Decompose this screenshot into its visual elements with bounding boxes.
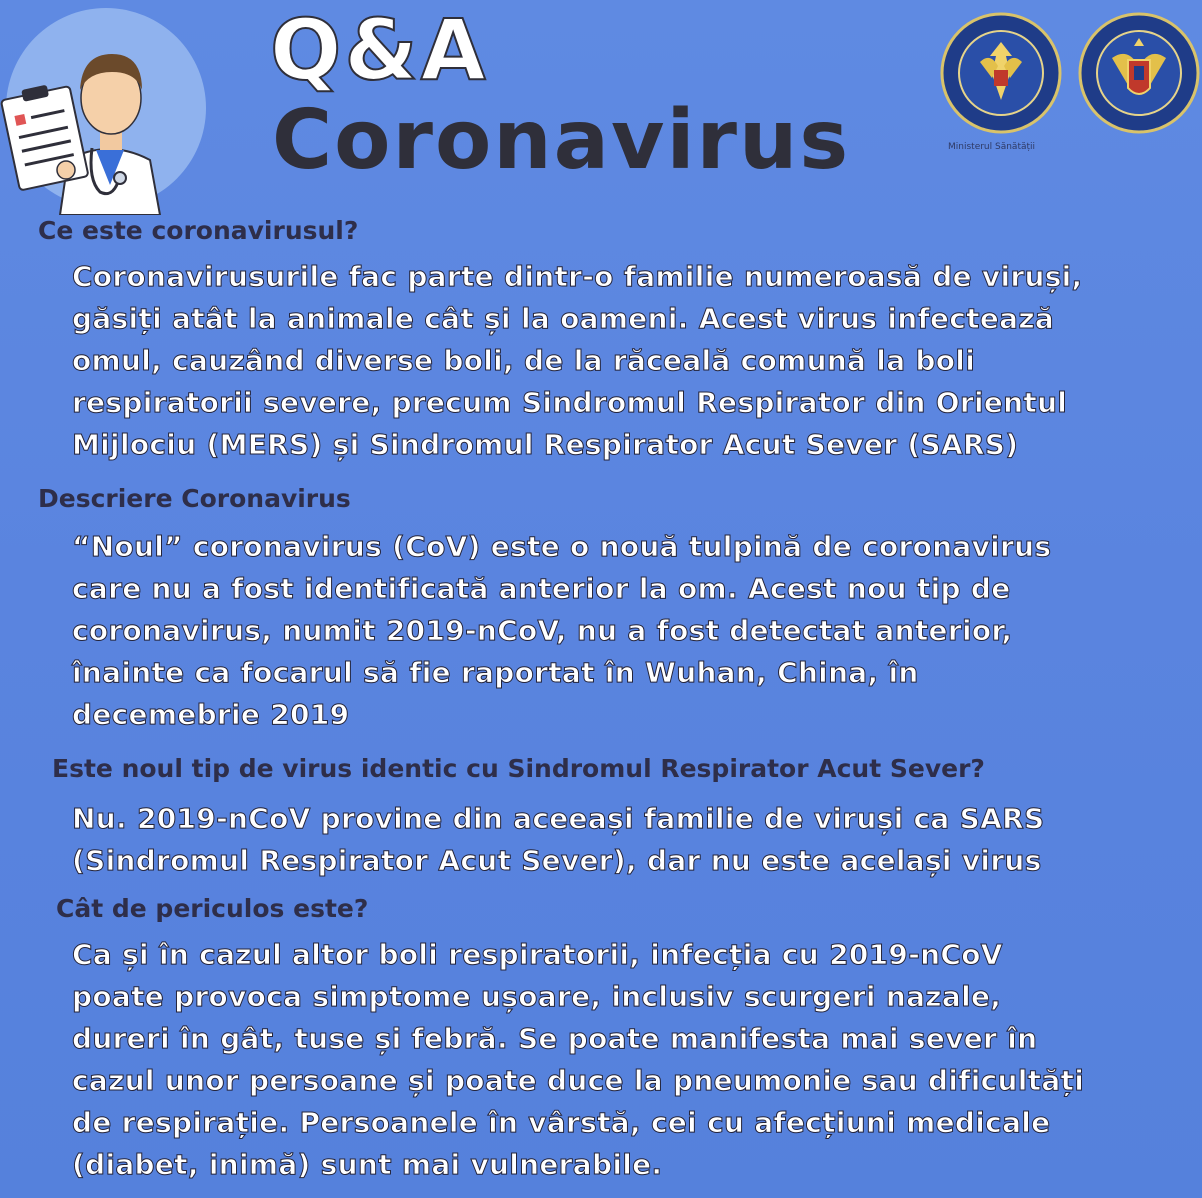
answer-1-line: respiratorii severe, precum Sindromul Respirator din Orientul (72, 386, 1068, 419)
logo1-caption: Ministerul Sănătății (948, 142, 1036, 152)
answer-4-line: cazul unor persoane și poate duce la pneumonie sau dificultăți (72, 1064, 1085, 1097)
answer-1-line: Mijlociu (MERS) și Sindromul Respirator Acut Sever (SARS) (72, 428, 1019, 461)
answer-2-line: care nu a fost identificată anterior la om. Acest nou tip de (72, 572, 1011, 605)
answer-3-line: Nu. 2019-nCoV provine din aceeași familie de viruși ca SARS (72, 802, 1045, 835)
answer-2 (72, 526, 1051, 736)
answer-4-line: dureri în gât, tuse și febră. Se poate manifesta mai sever în (72, 1022, 1038, 1055)
answer-4-line: de respirație. Persoanele în vârstă, cei cu afecțiuni medicale (72, 1106, 1051, 1139)
answer-2-line: înainte ca focarul să fie raportat în Wuhan, China, în (72, 656, 919, 689)
title-coronavirus: Coronavirus (272, 93, 851, 188)
guvernul-romaniei-seal-icon (940, 12, 1062, 134)
question-3: Este noul tip de virus identic cu Sindromul Respirator Acut Sever? (52, 754, 985, 783)
answer-2-line: decemebrie 2019 (72, 698, 350, 731)
question-1: Ce este coronavirusul? (38, 216, 359, 245)
answer-1-line: Coronavirusurile fac parte dintr-o familie numeroasă de viruși, (72, 260, 1083, 293)
answer-4-line: poate provoca simptome ușoare, inclusiv scurgeri nazale, (72, 980, 1002, 1013)
answer-4-line: Ca și în cazul altor boli respiratorii, infecția cu 2019-nCoV (72, 938, 1003, 971)
question-2: Descriere Coronavirus (38, 484, 351, 513)
department-emergency-seal-icon (1078, 12, 1200, 134)
answer-2-line: coronavirus, numit 2019-nCoV, nu a fost detectat anterior, (72, 614, 1013, 647)
title-qa: Q&A (270, 1, 489, 99)
answer-4-line: (diabet, inimă) sunt mai vulnerabile. (72, 1148, 663, 1181)
answer-1 (72, 256, 1083, 466)
doctor-with-clipboard-icon (0, 10, 215, 215)
answer-3 (72, 798, 1044, 882)
question-4: Cât de periculos este? (56, 894, 369, 923)
answer-3-line: (Sindromul Respirator Acut Sever), dar nu este același virus (72, 844, 1042, 877)
answer-1-line: găsiți atât la animale cât și la oameni. Acest virus infectează (72, 302, 1055, 335)
answer-1-line: omul, cauzând diverse boli, de la răceală comună la boli (72, 344, 976, 377)
answer-4 (72, 934, 1084, 1186)
answer-2-line: “Noul” coronavirus (CoV) este o nouă tulpină de coronavirus (72, 530, 1052, 563)
